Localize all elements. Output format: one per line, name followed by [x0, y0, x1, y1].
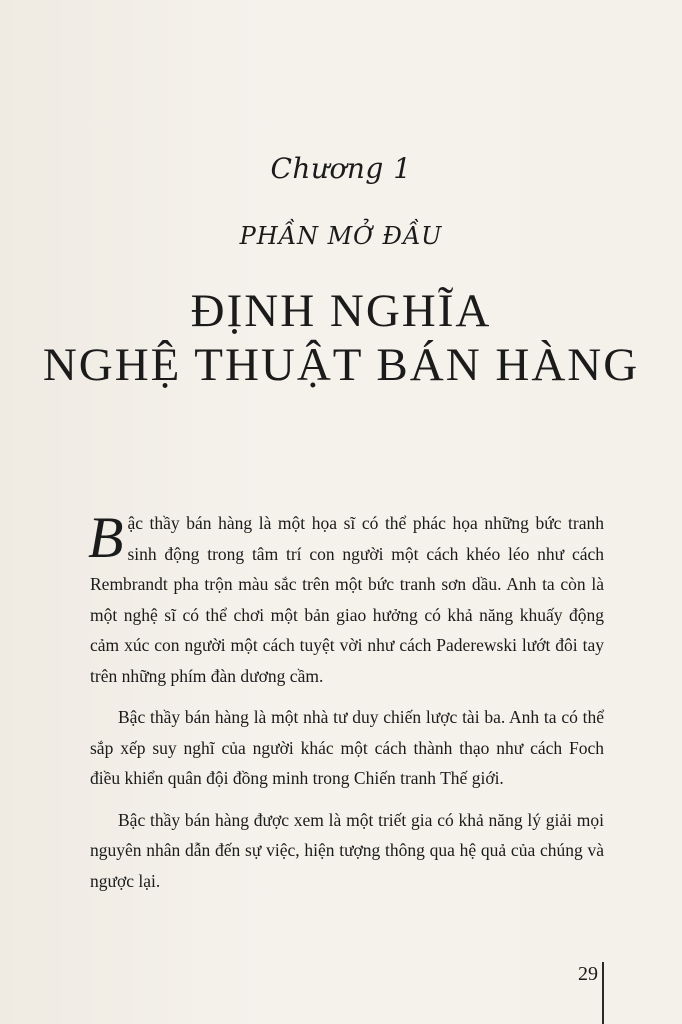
paragraph-3: Bậc thầy bán hàng được xem là một triết gia có khả năng lý giải mọi nguyên nhân dẫn đến sự việc, hiện tượng thông qua hệ quả của chúng và ngược lại.	[90, 809, 604, 891]
drop-cap: B	[88, 505, 124, 570]
margin-rule	[602, 962, 604, 1024]
page-number: 29	[578, 963, 598, 985]
part-heading: PHẦN MỞ ĐẦU	[239, 222, 443, 250]
body-text	[88, 505, 604, 907]
title-line-2: NGHỆ THUẬT BÁN HÀNG	[42, 339, 640, 391]
paragraph-1-text: ậc thầy bán hàng là một họa sĩ có thể phác họa những bức tranh sinh động trong tâm trí con người một cách khéo léo như cách Rembrandt pha trộn màu sắc trên một bức tranh sơn dầu. Anh ta còn là một nghệ sĩ có thể chơi một bản giao hưởng có khả năng khuấy động cảm xúc con người một cách tuyệt vời như cách Paderewski lướt đôi tay trên những phím đàn dương cầm.	[90, 513, 604, 686]
title-line-1: ĐỊNH NGHĨA	[190, 285, 492, 337]
paragraph-2: Bậc thầy bán hàng là một nhà tư duy chiến lược tài ba. Anh ta có thể sắp xếp suy nghĩ của người khác một cách thành thạo như cách Foch điều khiển quân đội đồng minh trong Chiến tranh Thế giới.	[90, 707, 604, 788]
chapter-heading: Chương 1	[270, 152, 412, 185]
paragraph-1	[88, 505, 604, 691]
